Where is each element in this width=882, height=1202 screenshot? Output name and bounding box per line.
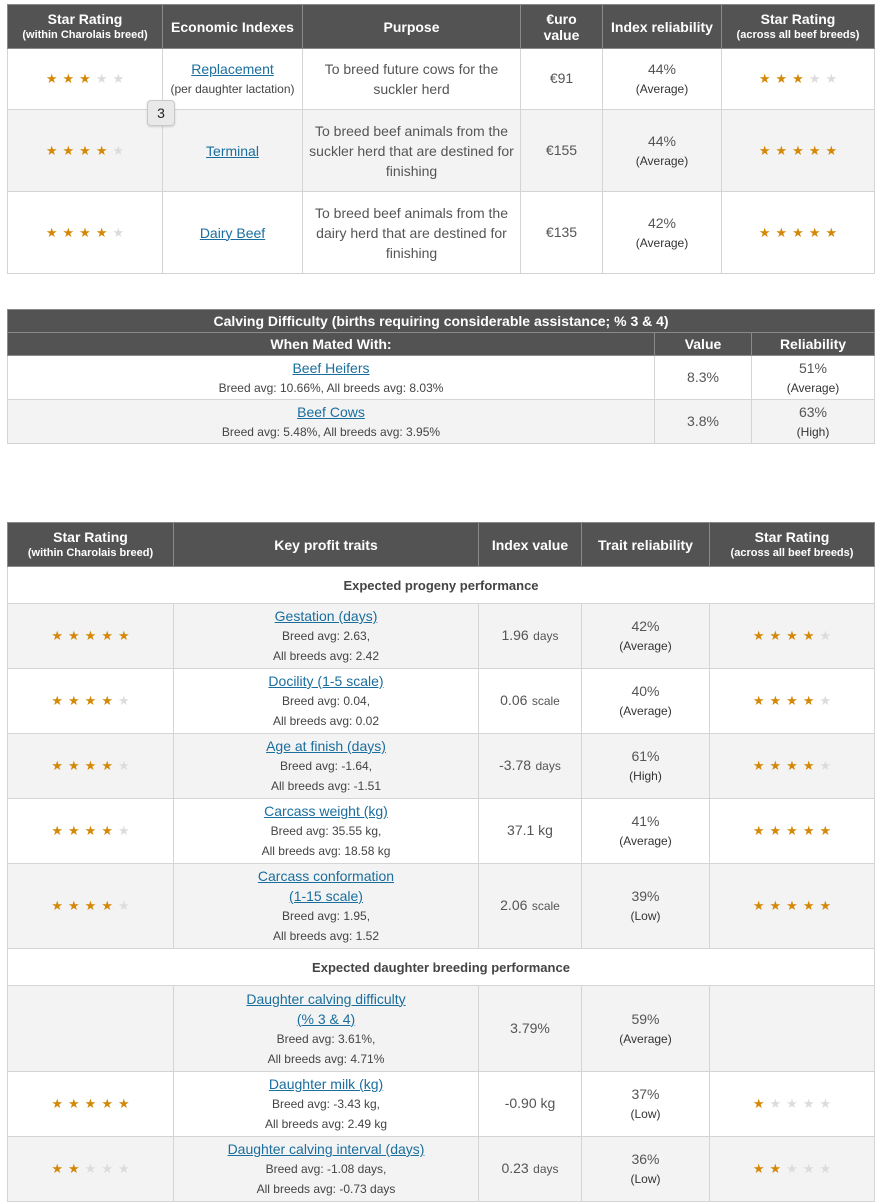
trait-row <box>8 799 875 864</box>
index-reliability: 44% <box>647 61 677 77</box>
reliability-label: (Average) <box>635 153 689 168</box>
star-rating-across <box>710 604 875 669</box>
star-icon: ★ <box>769 693 782 708</box>
star-icon: ★ <box>786 628 798 643</box>
index-value: 0.23 <box>501 1160 529 1176</box>
breed-average: Breed avg: 1.95, <box>281 909 371 923</box>
header-trait-reliability: Trait reliability <box>582 523 710 567</box>
star-rating <box>753 1162 831 1176</box>
dairy-beef-link[interactable]: Dairy Beef <box>199 224 266 241</box>
star-icon: ★ <box>769 628 782 643</box>
all-breeds-average: All breeds avg: 18.58 kg <box>261 844 391 858</box>
star-icon: ★ <box>62 224 75 240</box>
all-breeds-average: All breeds avg: -1.51 <box>270 779 382 793</box>
trait-row <box>8 734 875 799</box>
reliability-label: (Average) <box>619 834 672 848</box>
trait-link[interactable]: Daughter milk (kg) <box>268 1076 384 1092</box>
star-rating <box>46 72 124 86</box>
star-icon: ★ <box>752 823 765 838</box>
star-icon: ★ <box>758 142 771 158</box>
star-rating-within <box>8 799 174 864</box>
header-star-across: Star Rating (across all beef breeds) <box>710 523 875 567</box>
trait-row <box>8 1137 875 1202</box>
star-icon: ★ <box>786 758 798 773</box>
section-progeny-performance: Expected progeny performance <box>8 567 875 604</box>
index-unit: days <box>533 629 559 643</box>
star-icon: ★ <box>101 823 113 838</box>
star-icon: ★ <box>769 898 782 913</box>
breed-average: Breed avg: -3.43 kg, <box>271 1097 381 1111</box>
index-purpose: To breed future cows for the suckler herd <box>324 61 499 97</box>
star-rating-within <box>8 986 174 1072</box>
star-icon: ★ <box>95 224 108 240</box>
trait-reliability: 59% <box>631 1010 660 1027</box>
header-value: Value <box>655 333 752 356</box>
star-icon: ★ <box>825 142 838 158</box>
index-value: -0.90 kg <box>504 1095 556 1111</box>
index-row-dairy-beef <box>8 192 875 274</box>
star-icon: ★ <box>117 823 130 838</box>
star-icon: ★ <box>51 693 64 708</box>
all-breeds-average: All breeds avg: 2.49 kg <box>264 1117 388 1131</box>
star-rating-across <box>722 49 875 110</box>
header-star-across: Star Rating (across all beef breeds) <box>722 5 875 49</box>
header-index-value: Index value <box>479 523 582 567</box>
star-rating-across <box>710 986 875 1072</box>
star-icon: ★ <box>117 898 130 913</box>
reliability-label: (Average) <box>786 380 840 395</box>
calving-averages: Breed avg: 5.48%, All breeds avg: 3.95% <box>221 424 441 439</box>
star-icon: ★ <box>95 142 108 158</box>
index-unit: scale <box>531 694 560 708</box>
star-rating-across <box>710 669 875 734</box>
header-star-within: Star Rating (within Charolais breed) <box>8 5 163 49</box>
star-icon: ★ <box>45 71 58 86</box>
star-icon: ★ <box>84 1096 97 1111</box>
star-icon: ★ <box>752 898 765 913</box>
reliability-label: (Average) <box>635 235 689 250</box>
star-icon: ★ <box>769 1161 782 1176</box>
star-rating-within <box>8 1072 174 1137</box>
breed-average: Breed avg: -1.08 days, <box>265 1162 387 1176</box>
star-icon: ★ <box>758 71 771 86</box>
star-icon: ★ <box>802 1161 815 1176</box>
calving-averages: Breed avg: 10.66%, All breeds avg: 8.03% <box>218 380 444 395</box>
star-rating <box>759 144 837 158</box>
star-icon: ★ <box>112 142 125 158</box>
star-icon: ★ <box>45 224 58 240</box>
star-icon: ★ <box>51 628 64 643</box>
star-icon: ★ <box>62 71 75 86</box>
star-rating-across <box>710 734 875 799</box>
star-icon: ★ <box>802 758 815 773</box>
trait-row <box>8 604 875 669</box>
index-row-terminal <box>8 110 875 192</box>
star-rating-within <box>8 734 174 799</box>
trait-link-line2[interactable]: (1-15 scale) <box>289 888 363 904</box>
star-icon: ★ <box>802 1096 815 1111</box>
index-unit: scale <box>531 899 560 913</box>
breed-average: Breed avg: 2.63, <box>281 629 371 643</box>
all-breeds-average: All breeds avg: 1.52 <box>272 929 380 943</box>
index-value: 37.1 kg <box>507 822 553 838</box>
star-rating-within <box>8 604 174 669</box>
star-icon: ★ <box>84 1161 97 1176</box>
star-rating <box>51 759 129 773</box>
star-icon: ★ <box>819 823 832 838</box>
trait-link[interactable]: Daughter calving interval (days) <box>227 1141 425 1157</box>
breed-average: Breed avg: 35.55 kg, <box>270 824 382 838</box>
trait-reliability: 40% <box>631 683 660 699</box>
reliability-label: (Low) <box>630 909 661 923</box>
star-icon: ★ <box>825 224 838 240</box>
header-reliability: Reliability <box>752 333 875 356</box>
star-rating <box>46 226 124 240</box>
star-icon: ★ <box>117 1161 130 1176</box>
star-icon: ★ <box>117 1096 130 1111</box>
star-rating-within <box>8 864 174 949</box>
star-icon: ★ <box>117 758 130 773</box>
star-icon: ★ <box>112 71 125 86</box>
index-value: -3.78 <box>499 757 532 773</box>
star-icon: ★ <box>802 693 815 708</box>
star-rating <box>753 1097 831 1111</box>
star-icon: ★ <box>752 693 765 708</box>
index-value: 2.06 <box>500 897 528 913</box>
index-purpose: To breed beef animals from the suckler herd that are destined for finishing <box>309 122 514 179</box>
index-note: (per daughter lactation) <box>170 82 295 96</box>
index-purpose: To breed beef animals from the dairy herd that are destined for finishing <box>315 204 508 261</box>
index-value: 3.79% <box>510 1019 550 1036</box>
star-icon: ★ <box>51 1096 64 1111</box>
star-icon: ★ <box>68 823 80 838</box>
star-icon: ★ <box>792 71 804 86</box>
star-icon: ★ <box>68 693 80 708</box>
breed-average: Breed avg: -1.64, <box>279 759 373 773</box>
star-icon: ★ <box>752 1096 765 1111</box>
star-icon: ★ <box>775 224 788 240</box>
star-icon: ★ <box>786 898 798 913</box>
star-icon: ★ <box>79 224 91 240</box>
trait-link-line2[interactable]: (% 3 & 4) <box>296 1010 356 1027</box>
replacement-link[interactable]: Replacement <box>191 61 274 77</box>
row-number-badge: 3 <box>147 100 175 126</box>
star-icon: ★ <box>45 142 58 158</box>
star-icon: ★ <box>84 628 97 643</box>
trait-reliability: 61% <box>631 748 660 764</box>
reliability-label: (Average) <box>635 82 689 96</box>
star-icon: ★ <box>819 758 832 773</box>
index-value: 0.06 <box>500 692 528 708</box>
star-icon: ★ <box>775 71 788 86</box>
trait-row <box>8 986 875 1072</box>
all-breeds-average: All breeds avg: 0.02 <box>272 714 380 728</box>
star-rating-within <box>8 110 163 192</box>
star-icon: ★ <box>51 1161 64 1176</box>
calving-row-beef-cows <box>8 400 875 444</box>
star-rating-across <box>710 799 875 864</box>
star-icon: ★ <box>802 628 815 643</box>
star-icon: ★ <box>752 628 765 643</box>
star-icon: ★ <box>786 693 798 708</box>
star-rating <box>51 629 129 643</box>
economic-indexes-table <box>7 4 875 274</box>
reliability-label: (Average) <box>619 1031 672 1046</box>
star-icon: ★ <box>825 71 838 86</box>
trait-link[interactable]: Daughter calving difficulty <box>246 990 406 1007</box>
header-key-profit-traits: Key profit traits <box>174 523 479 567</box>
reliability-label: (Low) <box>630 1172 661 1186</box>
star-icon: ★ <box>101 898 113 913</box>
star-icon: ★ <box>101 693 113 708</box>
calving-value: 8.3% <box>687 368 719 385</box>
calving-difficulty-table <box>7 309 875 444</box>
star-rating <box>46 144 124 158</box>
trait-reliability: 42% <box>631 618 660 634</box>
euro-value: €135 <box>545 223 578 240</box>
star-icon: ★ <box>786 823 798 838</box>
star-icon: ★ <box>51 898 64 913</box>
star-icon: ★ <box>752 1161 765 1176</box>
star-icon: ★ <box>51 758 64 773</box>
star-rating-within <box>8 669 174 734</box>
trait-link[interactable]: Carcass weight (kg) <box>264 803 388 819</box>
key-profit-traits-table <box>7 522 875 1202</box>
star-icon: ★ <box>84 758 97 773</box>
star-icon: ★ <box>68 628 80 643</box>
euro-value: €155 <box>545 141 578 158</box>
trait-link[interactable]: Gestation (days) <box>274 608 378 624</box>
star-icon: ★ <box>819 898 832 913</box>
star-icon: ★ <box>792 224 804 240</box>
trait-row <box>8 669 875 734</box>
star-icon: ★ <box>786 1096 798 1111</box>
star-icon: ★ <box>808 224 821 240</box>
breed-average: Breed avg: 3.61%, <box>276 1031 376 1046</box>
star-icon: ★ <box>786 1161 798 1176</box>
index-unit: days <box>535 759 561 773</box>
star-rating <box>759 72 837 86</box>
reliability-label: (Average) <box>619 639 672 653</box>
star-rating-within <box>8 49 163 110</box>
daughter-rows <box>8 986 875 1202</box>
all-breeds-average: All breeds avg: 2.42 <box>272 649 380 663</box>
terminal-link[interactable]: Terminal <box>206 142 259 159</box>
header-economic-indexes: Economic Indexes <box>163 5 303 49</box>
star-icon: ★ <box>112 224 125 240</box>
star-icon: ★ <box>819 1096 832 1111</box>
star-icon: ★ <box>117 693 130 708</box>
breed-average: Breed avg: 0.04, <box>281 694 371 708</box>
header-mated-with: When Mated With: <box>8 333 655 356</box>
star-icon: ★ <box>101 628 113 643</box>
index-reliability: 42% <box>647 214 677 231</box>
star-rating <box>51 824 129 838</box>
calving-row-beef-heifers <box>8 356 875 400</box>
trait-reliability: 37% <box>631 1086 660 1102</box>
reliability-label: (High) <box>796 424 830 439</box>
star-icon: ★ <box>769 1096 782 1111</box>
star-icon: ★ <box>68 1161 80 1176</box>
header-euro-value: €uro value <box>521 5 603 49</box>
star-rating-across <box>710 864 875 949</box>
beef-cows-link[interactable]: Beef Cows <box>297 403 365 420</box>
star-rating <box>753 759 831 773</box>
calving-difficulty-title: Calving Difficulty (births requiring considerable assistance; % 3 & 4) <box>8 310 875 333</box>
star-icon: ★ <box>802 898 815 913</box>
calving-reliability: 51% <box>798 359 828 376</box>
star-icon: ★ <box>101 1161 113 1176</box>
trait-link[interactable]: Docility (1-5 scale) <box>268 673 384 689</box>
calving-value: 3.8% <box>687 412 719 429</box>
star-icon: ★ <box>101 1096 113 1111</box>
index-row-replacement <box>8 49 875 110</box>
index-reliability: 44% <box>647 132 677 149</box>
reliability-label: (Average) <box>619 704 672 718</box>
star-rating <box>51 694 129 708</box>
star-icon: ★ <box>84 693 97 708</box>
header-star-within: Star Rating (within Charolais breed) <box>8 523 174 567</box>
star-icon: ★ <box>819 628 832 643</box>
trait-row <box>8 864 875 949</box>
star-icon: ★ <box>802 823 815 838</box>
star-icon: ★ <box>808 71 821 86</box>
trait-row <box>8 1072 875 1137</box>
trait-reliability: 41% <box>631 813 660 829</box>
header-index-reliability: Index reliability <box>603 5 722 49</box>
star-rating <box>753 899 831 913</box>
star-icon: ★ <box>819 1161 832 1176</box>
star-rating-across <box>722 110 875 192</box>
star-icon: ★ <box>101 758 113 773</box>
star-rating <box>753 824 831 838</box>
progeny-rows <box>8 604 875 949</box>
calving-reliability: 63% <box>798 403 828 420</box>
star-icon: ★ <box>775 142 788 158</box>
star-icon: ★ <box>79 71 91 86</box>
star-rating <box>759 226 837 240</box>
reliability-label: (High) <box>629 769 662 783</box>
star-rating <box>51 1097 129 1111</box>
header-purpose: Purpose <box>303 5 521 49</box>
trait-reliability: 39% <box>631 888 660 904</box>
star-rating-across <box>722 192 875 274</box>
star-icon: ★ <box>819 693 832 708</box>
star-rating-within <box>8 192 163 274</box>
trait-reliability: 36% <box>631 1151 660 1167</box>
star-icon: ★ <box>51 823 64 838</box>
star-rating <box>753 629 831 643</box>
star-icon: ★ <box>68 758 80 773</box>
reliability-label: (Low) <box>630 1107 661 1121</box>
star-icon: ★ <box>769 758 782 773</box>
star-rating-across <box>710 1072 875 1137</box>
euro-value: €91 <box>549 70 574 86</box>
star-rating <box>753 694 831 708</box>
star-icon: ★ <box>752 758 765 773</box>
star-icon: ★ <box>808 142 821 158</box>
star-icon: ★ <box>758 224 771 240</box>
section-daughter-performance: Expected daughter breeding performance <box>8 949 875 986</box>
trait-link[interactable]: Carcass conformation <box>257 868 395 884</box>
trait-link[interactable]: Age at finish (days) <box>266 738 386 754</box>
star-rating <box>51 1162 129 1176</box>
star-icon: ★ <box>84 898 97 913</box>
star-icon: ★ <box>68 1096 80 1111</box>
index-unit: days <box>533 1162 559 1176</box>
star-icon: ★ <box>769 823 782 838</box>
all-breeds-average: All breeds avg: -0.73 days <box>256 1182 396 1196</box>
star-icon: ★ <box>79 142 91 158</box>
star-icon: ★ <box>62 142 75 158</box>
beef-heifers-link[interactable]: Beef Heifers <box>292 359 370 376</box>
star-icon: ★ <box>95 71 108 86</box>
star-rating-within <box>8 1137 174 1202</box>
index-value: 1.96 <box>501 627 529 643</box>
star-icon: ★ <box>68 898 80 913</box>
all-breeds-average: All breeds avg: 4.71% <box>267 1051 385 1066</box>
star-rating <box>51 899 129 913</box>
star-icon: ★ <box>84 823 97 838</box>
star-icon: ★ <box>117 628 130 643</box>
star-icon: ★ <box>792 142 804 158</box>
star-rating-across <box>710 1137 875 1202</box>
